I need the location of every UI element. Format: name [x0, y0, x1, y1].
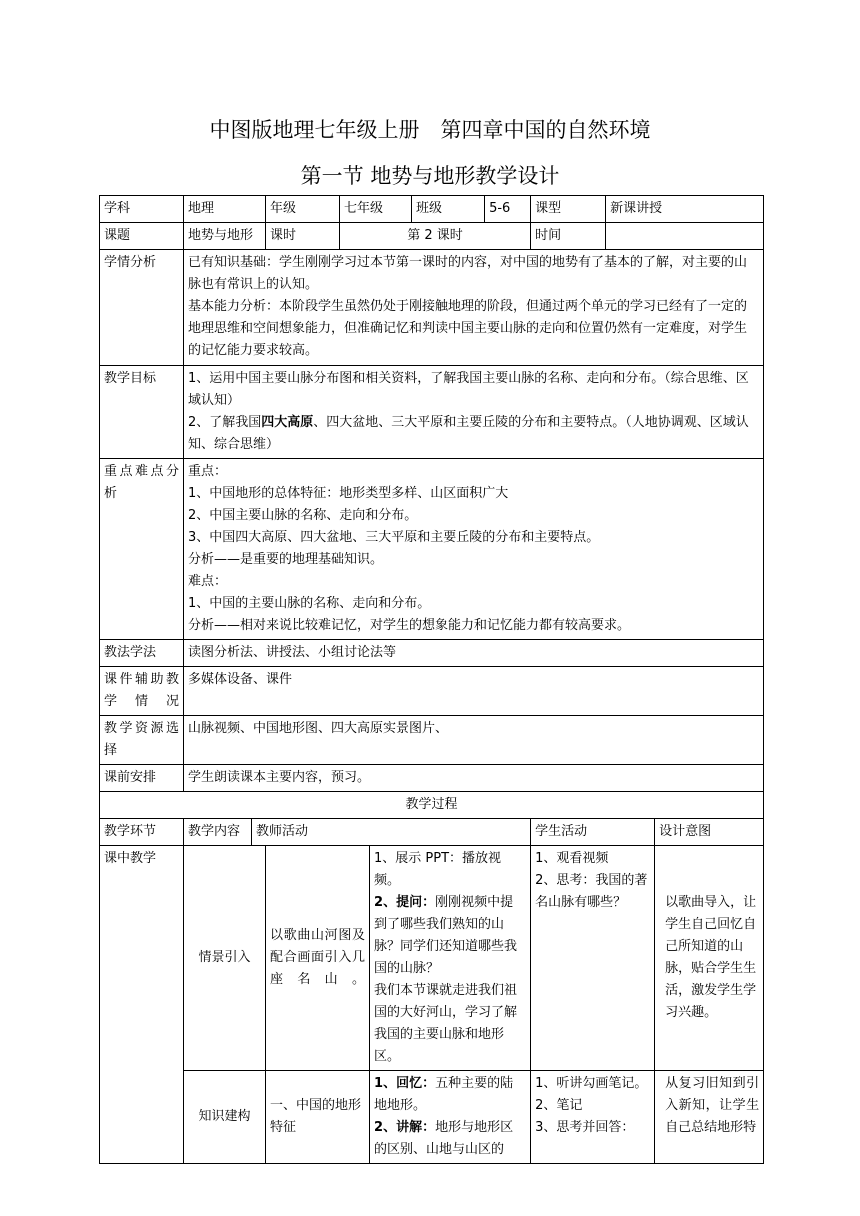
table-row: [100, 716, 764, 765]
methods-value: 读图分析法、讲授法、小组讨论法等: [184, 640, 764, 667]
type-label: 课型: [531, 196, 606, 223]
subject-label: 学科: [100, 196, 184, 223]
prep-value: 学生朗读课本主要内容，预习。: [184, 765, 764, 792]
table-row: [100, 1071, 764, 1164]
table-row: [100, 250, 764, 366]
step2-teacher-text: 五种主要的陆地地形。: [374, 1076, 514, 1113]
keypoints-content: [184, 459, 764, 640]
resources-label: 教学资源选择: [100, 716, 184, 765]
keypoint-line: 1、中国地形的总体特征：地形类型多样、山区面积广大: [188, 486, 509, 501]
document-subtitle: 第一节 地势与地形教学设计: [300, 164, 560, 188]
keypoints-label: 重点难点分析: [100, 459, 184, 640]
type-value: 新课讲授: [606, 196, 764, 223]
stage-name: 课中教学: [100, 846, 184, 1164]
table-row: [100, 640, 764, 667]
keypoint-line: 重点：: [188, 464, 228, 479]
time-label: 时间: [531, 223, 606, 250]
step1-teacher-line: [374, 892, 526, 980]
keypoint-line: 3、中国四大高原、四大盆地、三大平原和主要丘陵的分布和主要特点。: [188, 530, 600, 545]
table-row: [100, 792, 764, 819]
time-value: [606, 223, 764, 250]
step2-intent: 从复习旧知到引入新知，让学生自己总结地形特: [655, 1071, 764, 1164]
step2-name: 知识建构: [184, 1071, 266, 1164]
subject-value: 地理: [184, 196, 266, 223]
step2-student: [531, 1071, 655, 1164]
header-stage: 教学环节: [100, 819, 184, 846]
period-value: 第 2 课时: [340, 223, 531, 250]
analysis-paragraph-2: 基本能力分析：本阶段学生虽然仍处于刚接触地理的阶段，但通过两个单元的学习已经有了一定的地理思维和空间想象能力，但准确记忆和判读中国主要山脉的走向和位置仍然有一定难度，对学生的记忆能力要求较高。: [188, 299, 748, 358]
step2-student-line: 3、思考并回答：: [535, 1120, 635, 1135]
header-student: 学生活动: [531, 819, 655, 846]
aids-value: 多媒体设备、课件: [184, 667, 764, 716]
step2-teacher: [370, 1071, 531, 1164]
goal-2-text-rest: 、四大盆地、三大平原和主要丘陵的分布和主要特点。（人地协调观、区域认知、综合思维）: [188, 415, 749, 452]
step1-teacher-line: 1、展示 PPT：播放视频。: [374, 851, 502, 888]
header-teacher: 教师活动: [252, 819, 531, 846]
topic-value: 地势与地形: [184, 223, 266, 250]
table-row: [100, 223, 764, 250]
keypoint-line: 分析——相对来说比较难记忆，对学生的想象能力和记忆能力都有较高要求。: [188, 618, 631, 633]
header-content: 教学内容: [184, 819, 252, 846]
lesson-plan-table: [99, 195, 764, 1164]
keypoint-line: 难点：: [188, 574, 228, 589]
class-value: 5-6: [485, 196, 531, 223]
step2-teacher-line: [374, 1117, 526, 1161]
goal-1: 1、运用中国主要山脉分布图和相关资料，了解我国主要山脉的名称、走向和分布。（综合思维、区域认知）: [188, 371, 749, 408]
step2-content: 一、中国的地形特征: [266, 1071, 370, 1164]
table-row: [100, 366, 764, 459]
step2-student-line: 1、听讲勾画笔记。: [535, 1076, 648, 1091]
aids-label: 课件辅助教学情况: [100, 667, 184, 716]
keypoint-line: 分析——是重要的地理基础知识。: [188, 552, 384, 567]
goal-2: [188, 412, 759, 456]
analysis-paragraph-1: 已有知识基础：学生刚刚学习过本节第一课时的内容，对中国的地势有了基本的了解，对主要的山脉也有常识上的认知。: [188, 255, 748, 292]
table-row: [100, 765, 764, 792]
prep-label: 课前安排: [100, 765, 184, 792]
step1-intent: 以歌曲导入，让学生自己回忆自己所知道的山脉，贴合学生生活，激发学生学习兴趣。: [655, 846, 764, 1071]
table-row: [100, 667, 764, 716]
step2-teacher-line: [374, 1073, 526, 1117]
step1-teacher-line: 我们本节课就走进我们祖国的大好河山，学习了解我国的主要山脉和地形区。: [374, 983, 518, 1064]
step2-teacher-text: 地形与地形区的区别、山地与山区的: [374, 1120, 514, 1157]
step2-teacher-bold: 1、回忆：: [374, 1076, 436, 1091]
analysis-label: 学情分析: [100, 250, 184, 366]
analysis-content: [184, 250, 764, 366]
step1-student-line: 1、观看视频: [535, 851, 609, 866]
step1-content: 以歌曲山河图及配合画面引入几座名山。: [266, 846, 370, 1071]
goals-content: [184, 366, 764, 459]
period-label: 课时: [266, 223, 340, 250]
header-intent: 设计意图: [655, 819, 764, 846]
step1-student-line: 2、思考：我国的著名山脉有哪些？: [535, 873, 648, 910]
resources-value: 山脉视频、中国地形图、四大高原实景图片、: [184, 716, 764, 765]
goals-label: 教学目标: [100, 366, 184, 459]
grade-label: 年级: [266, 196, 340, 223]
document-title: 中图版地理七年级上册 第四章中国的自然环境: [209, 118, 651, 142]
step1-teacher-bold: 2、提问：: [374, 895, 436, 910]
step2-teacher-bold: 2、讲解：: [374, 1120, 436, 1135]
table-row: [100, 196, 764, 223]
keypoint-line: 1、中国的主要山脉的名称、走向和分布。: [188, 596, 431, 611]
step1-name: 情景引入: [184, 846, 266, 1071]
goal-2-bold: 四大高原: [261, 415, 314, 430]
methods-label: 教法学法: [100, 640, 184, 667]
step1-teacher: [370, 846, 531, 1071]
step1-teacher-text: 刚刚视频中提到了哪些我们熟知的山脉？同学们还知道哪些我国的山脉？: [374, 895, 518, 976]
keypoint-line: 2、中国主要山脉的名称、走向和分布。: [188, 508, 418, 523]
grade-value: 七年级: [340, 196, 412, 223]
table-row: [100, 459, 764, 640]
topic-label: 课题: [100, 223, 184, 250]
step1-student: [531, 846, 655, 1071]
step2-student-line: 2、笔记: [535, 1098, 583, 1113]
table-row: [100, 819, 764, 846]
goal-2-text: 2、了解我国: [188, 415, 262, 430]
table-row: [100, 846, 764, 1071]
process-heading: 教学过程: [100, 792, 764, 819]
class-label: 班级: [412, 196, 485, 223]
